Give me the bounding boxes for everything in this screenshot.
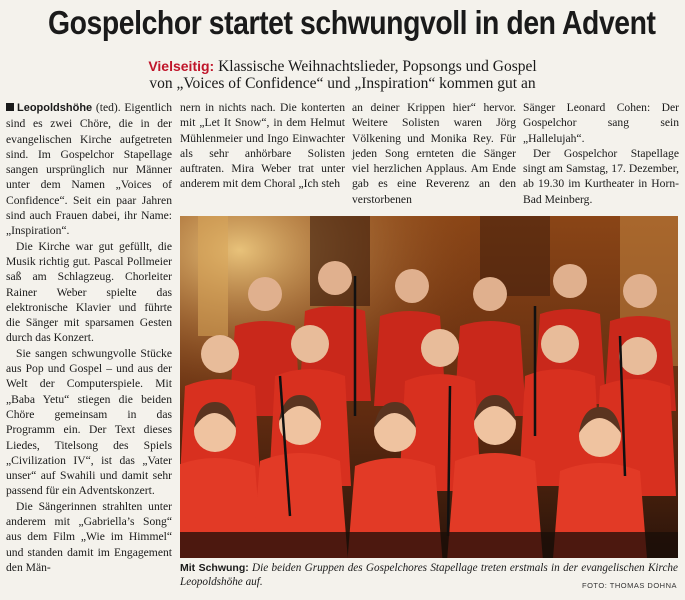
article-paragraph: nern in nichts nach. Die konterten mit „Let It Snow“, in dem Helmut Mühlenmeier und Ingo Einwachter als sehr anhörbare Solisten auftraten. Mira Weber trat unter anderem mit dem Choral „Ich steh <box>180 101 345 191</box>
choir-photo <box>180 216 678 558</box>
article-column-4 <box>523 100 679 207</box>
article-paragraph: Der Gospelchor Stapellage singt am Samstag, 17. Dezember, ab 19.30 im Kurtheater in Horn-Bad Meinberg. <box>523 146 679 206</box>
article-paragraph: Sie sangen schwungvolle Stücke aus Pop und Gospel – und aus der Welt der Computerspiele. Mit „Baba Yetu“ stiegen die beiden Chöre gemeinsam in das Programm ein. Der Text dieses Liedes, Titelsong des Spiels „Civilization IV“, ist das „Vater unser“ auf Swahili und damit sehr passend für ein Adventskonzert. <box>6 346 172 498</box>
subhead-kicker: Vielseitig: <box>148 58 215 74</box>
article-paragraph <box>6 100 172 239</box>
article-paragraph: an deiner Krippen hier“ hervor. Weitere Solisten waren Jörg Völkening und Monika Rey. Für jeden Song ernteten die Sänger viel herzlichen Applaus. Am Ende gab es eine Reverenz an den verstorbenen <box>352 101 516 206</box>
article-paragraph: Die Sängerinnen strahlten unter anderem mit „Gabriella’s Song“ aus dem Film „Wie im Himmel“ und standen damit im Engagement den Män- <box>6 499 172 574</box>
article-column-1 <box>6 100 172 575</box>
article-column-3 <box>352 100 516 207</box>
headline: Gospelchor startet schwungvoll in den Advent <box>47 4 656 41</box>
choir-photo-illustration <box>180 216 678 558</box>
dateline: Leopoldshöhe <box>17 102 93 114</box>
dateline-square-icon <box>6 103 14 111</box>
article-paragraph: Sänger Leonard Cohen: Der Gospelchor sang sein „Hallelujah“. <box>523 101 679 145</box>
article-paragraph-text: (ted). Eigentlich sind es zwei Chöre, die in der evangelischen Kirche aufgetreten sind. Im Gospelchor Stapellage sangen ursprünglich nur Männer unter dem Namen „Voices of Confidence“. Seit ein paar Jahren sind auch Frauen dabei, ihr Name: „Inspiration“. <box>6 101 172 238</box>
article-paragraph: Die Kirche war gut gefüllt, die Musik richtig gut. Pascal Pollmeier saß am Schlagzeug. Chorleiter Rainer Weber spielte das elektronische Klavier und führte die Sänger mit sparsamen Gesten durch das Konzert. <box>6 239 172 345</box>
subhead-line-1 <box>0 57 685 76</box>
subhead-line-2: von „Voices of Confidence“ und „Inspiration“ kommen gut an <box>149 75 536 92</box>
subhead-line-1-text: Klassische Weihnachtslieder, Popsongs und Gospel <box>214 58 537 75</box>
caption-text: Die beiden Gruppen des Gospelchores Stapellage treten erstmals in der evangelischen Kirche Leopoldshöhe auf. <box>180 562 678 588</box>
caption-lead: Mit Schwung: <box>180 562 249 574</box>
article-column-2 <box>180 100 345 192</box>
photo-credit: FOTO: THOMAS DOHNA <box>582 581 677 590</box>
